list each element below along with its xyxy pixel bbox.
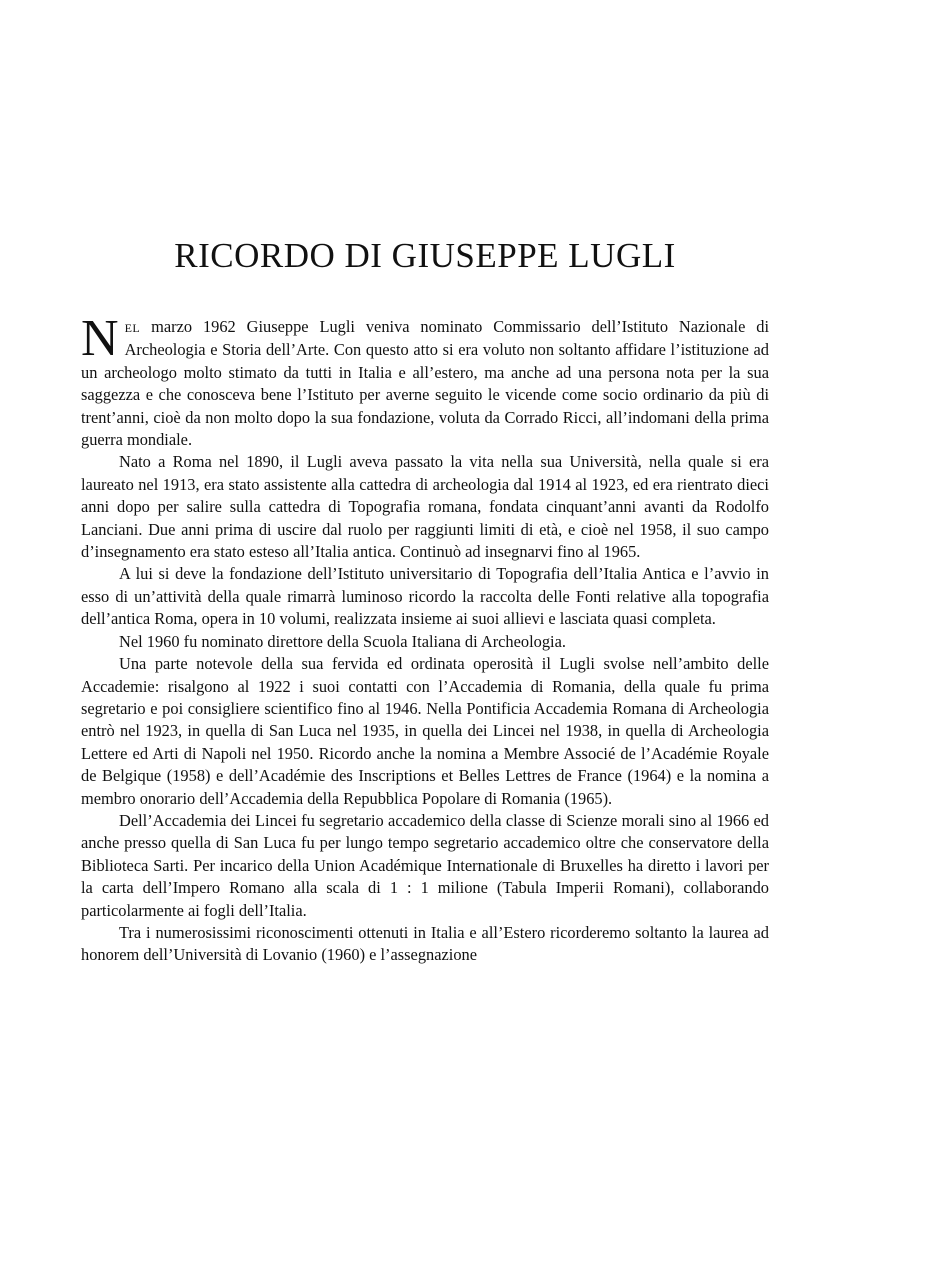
page-title: RICORDO DI GIUSEPPE LUGLI xyxy=(174,236,676,275)
paragraph-4: Nel 1960 fu nominato direttore della Scuola Italiana di Archeologia. xyxy=(119,631,566,651)
paragraph-2: Nato a Roma nel 1890, il Lugli aveva passato la vita nella sua Università, nella quale si era laureato nel 1913, era stato assistente alla cattedra di archeologia dal 1914 al 1923, ed era rientrato dieci anni dopo per salire sulla cattedra di Topografia romana, fondata cinquant’anni avanti da Rodolfo Lanciani. Due anni prima di uscire dal ruolo per raggiunti limiti di età, e cioè nel 1958, il suo campo d’insegnamento era stato esteso all’Italia antica. Continuò ad insegnarvi fino al 1965. xyxy=(81,452,769,562)
paragraph-5: Una parte notevole della sua fervida ed ordinata operosità il Lugli svolse nell’ambito delle Accademie: risalgono al 1922 i suoi contatti con l’Accademia di Romania, della quale fu prima segretario e poi consigliere scientifico fino al 1946. Nella Pontificia Accademia Romana di Archeologia entrò nel 1923, in quella di San Luca nel 1935, in quella dei Lincei nel 1938, in quella di Archeologia Lettere ed Arti di Napoli nel 1950. Ricordo anche la nomina a Membre Associé de l’Académie Royale de Belgique (1958) e dell’Académie des Inscriptions et Belles Lettres de France (1964) e la nomina a membro onorario dell’Accademia della Repubblica Popolare di Romania (1965). xyxy=(81,654,769,808)
article-body xyxy=(81,310,769,967)
paragraph-6: Dell’Accademia dei Lincei fu segretario accademico della classe di Scienze morali sino al 1966 ed anche presso quella di San Luca fu per lungo tempo segretario accademico oltre che conservatore della Biblioteca Sarti. Per incarico della Union Académique Internationale di Bruxelles ha diretto i lavori per la carta dell’Impero Romano alla scala di 1 : 1 milione (Tabula Imperii Romani), collaborando particolarmente ai fogli dell’Italia. xyxy=(81,810,769,920)
paragraph-7: Tra i numerosissimi riconoscimenti ottenuti in Italia e all’Estero ricorderemo soltanto la laurea ad honorem dell’Università di Lovanio (1960) e l’assegnazione xyxy=(81,922,769,965)
paragraph-1-text: marzo 1962 Giuseppe Lugli veniva nominato Commissario dell’Istituto Nazionale di Archeologia e Storia dell’Arte. Con questo atto si era voluto non soltanto affidare l’istituzione ad un archeologo molto stimato da tutti in Italia e all’estero, ma anche ad una persona nota per la sua saggezza e che conosceva bene l’Istituto per averne seguito le vicende come socio ordinario da più di trent’anni, cioè da non molto dopo la sua fondazione, voluta da Corrado Ricci, all’indomani della prima guerra mondiale. xyxy=(81,317,769,450)
paragraph-3: A lui si deve la fondazione dell’Istituto universitario di Topografia dell’Italia Antica e l’avvio in esso di un’attività della quale rimarrà luminoso ricordo la raccolta delle Fonti relative alla topografia dell’antica Roma, opera in 10 volumi, realizzata insieme ai suoi allievi e lasciata quasi completa. xyxy=(81,564,769,629)
lead-small-caps: EL xyxy=(124,321,141,335)
drop-cap: N xyxy=(81,310,119,367)
paragraph-1 xyxy=(81,310,769,451)
